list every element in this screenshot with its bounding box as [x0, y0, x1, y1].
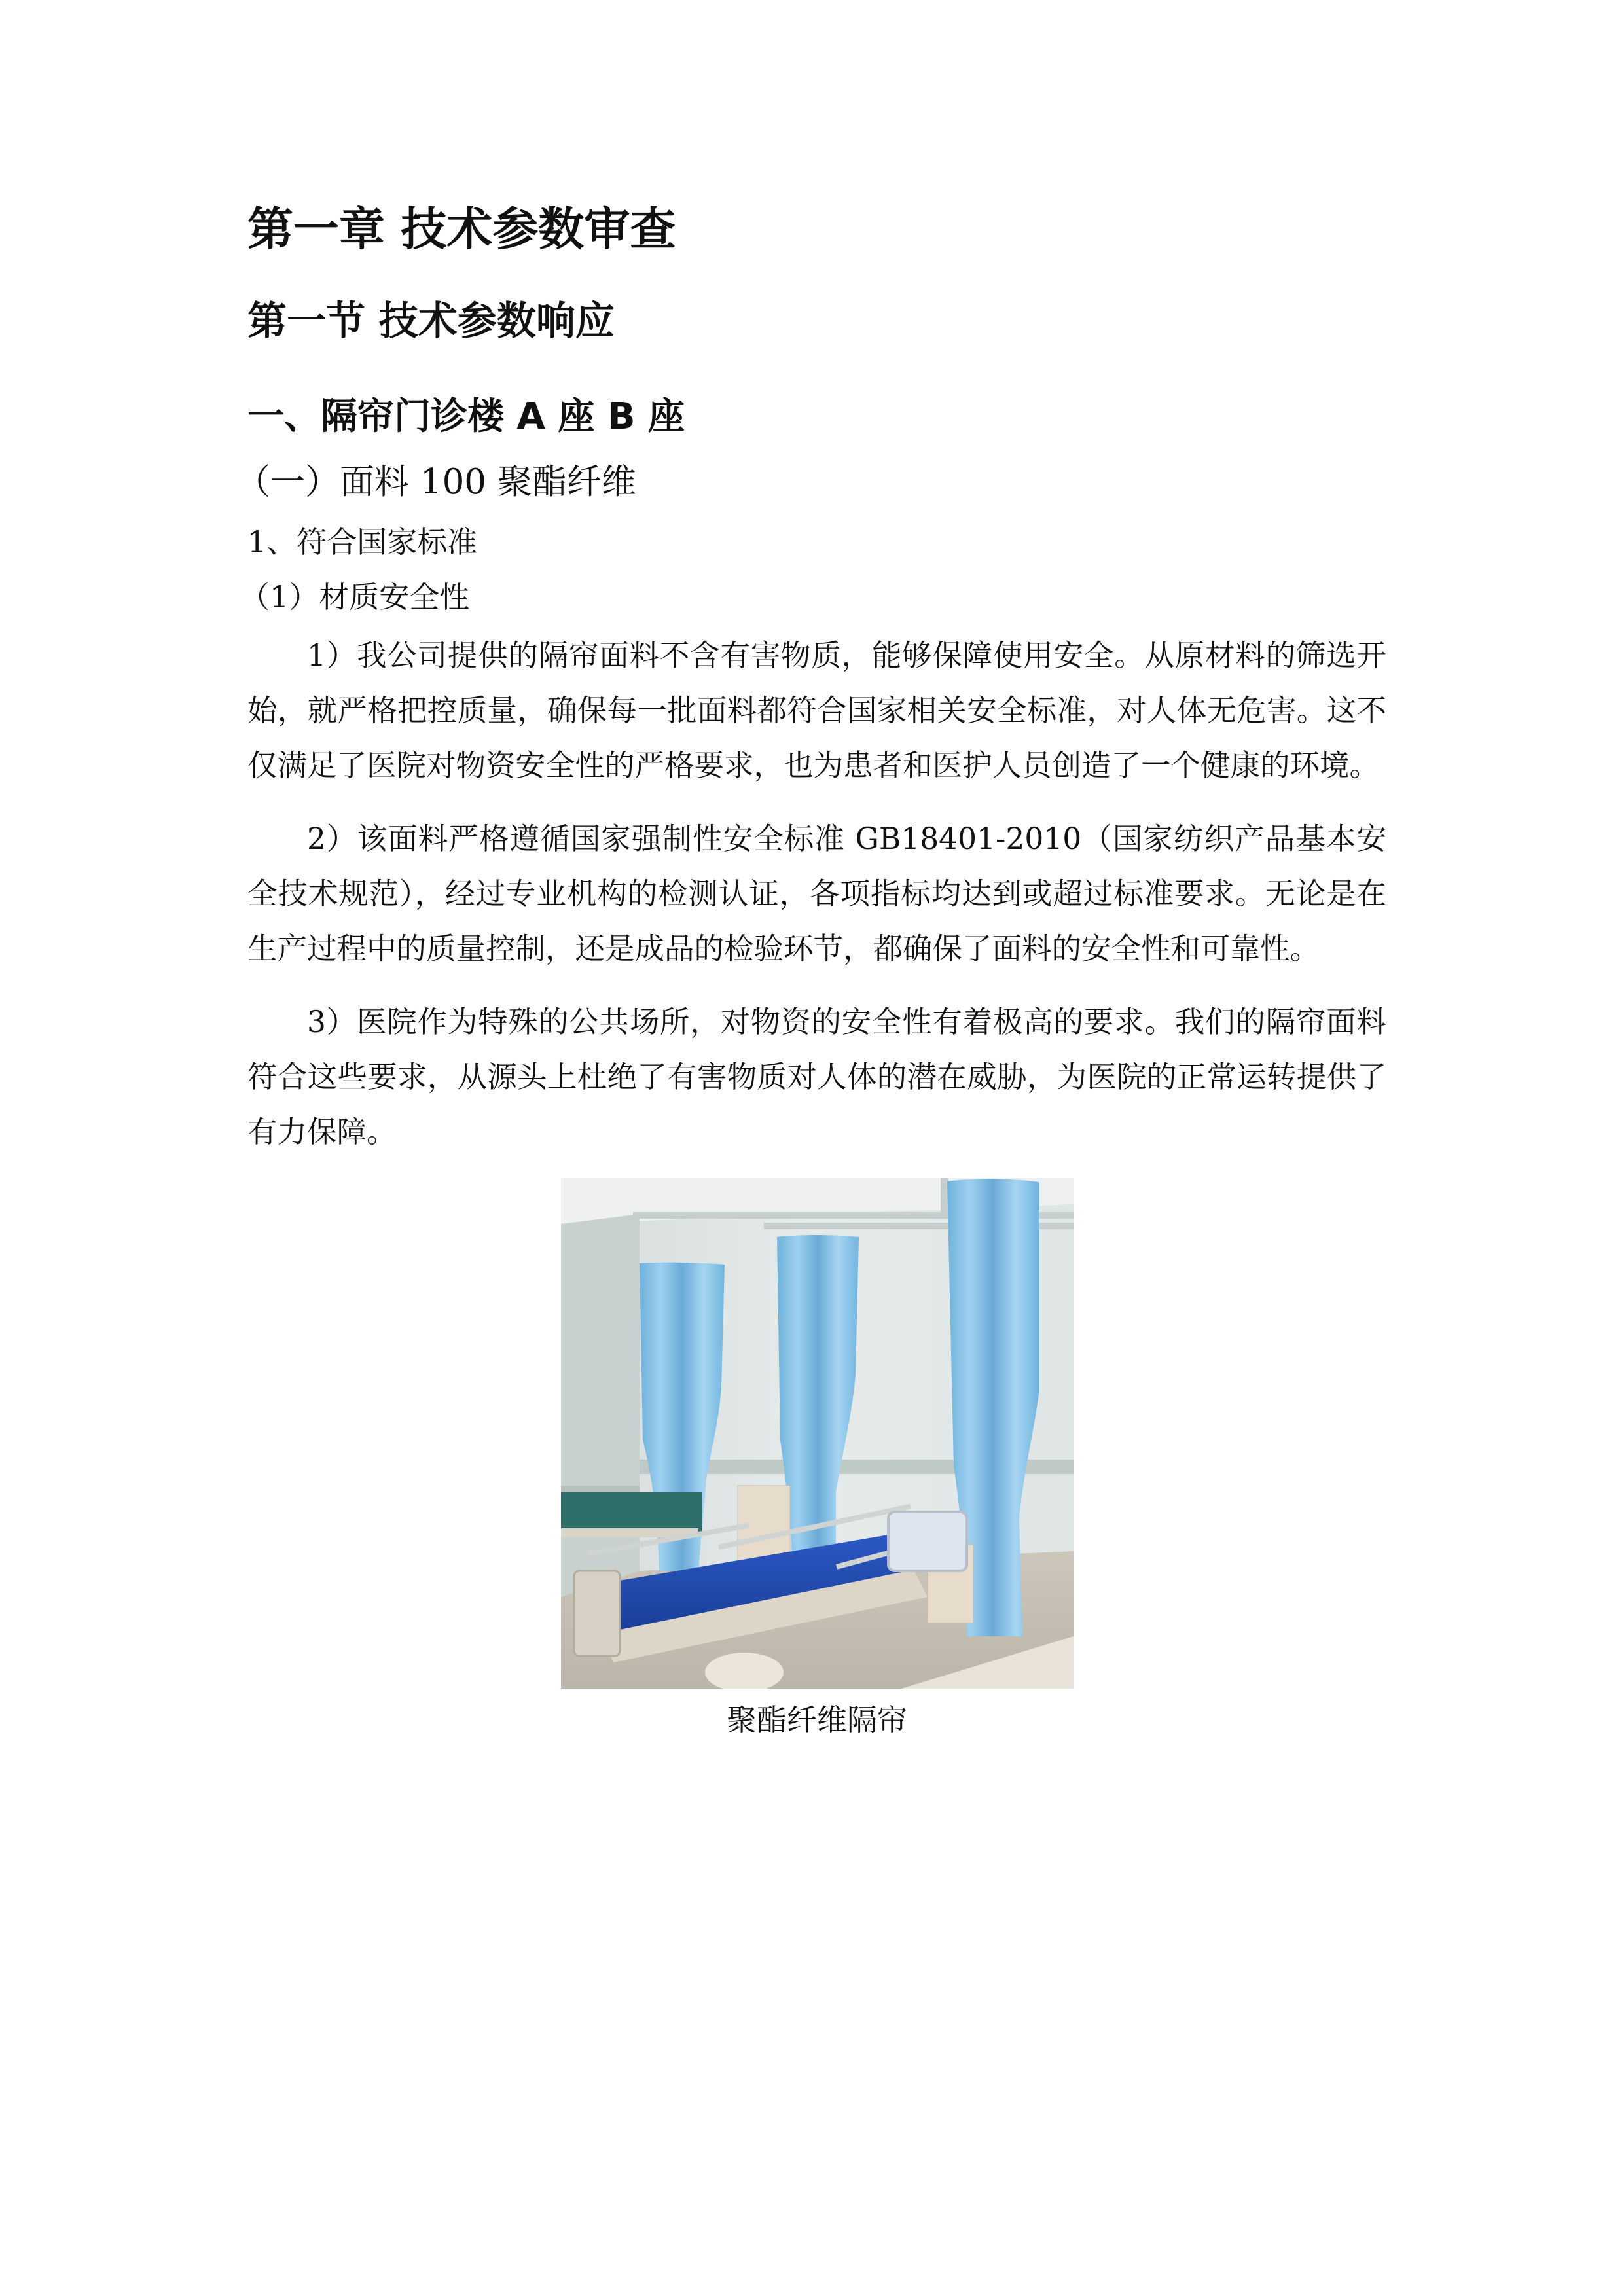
chapter-title: 第一章 技术参数审查: [247, 202, 676, 256]
point-title: 1、符合国家标准: [247, 524, 478, 560]
item-title: （一）面料 100 聚酯纤维: [236, 462, 636, 502]
paragraph-3: 3）医院作为特殊的公共场所，对物资的安全性有着极高的要求。我们的隔帘面料符合这些要求，从源头上杜绝了有害物质对人体的潜在威胁，为医院的正常运转提供了有力保障。: [247, 1005, 1386, 1149]
subsection-title: 一、隔帘门诊楼 A 座 B 座: [247, 395, 685, 438]
figure-caption: 聚酯纤维隔帘: [727, 1702, 907, 1738]
document-body: [236, 196, 1386, 1746]
paragraph-1: 1）我公司提供的隔帘面料不含有害物质，能够保障使用安全。从原材料的筛选开始，就严格把控质量，确保每一批面料都符合国家相关安全标准，对人体无危害。这不仅满足了医院对物资安全性的严格要求，也为患者和医护人员创造了一个健康的环境。: [247, 638, 1386, 783]
figure: [247, 1178, 1386, 1746]
section-title: 第一节 技术参数响应: [247, 298, 615, 344]
subpoint-title: （1）材质安全性: [240, 579, 470, 615]
hospital-curtain-photo: [561, 1178, 1074, 1689]
paragraph-2: 2）该面料严格遵循国家强制性安全标准 GB18401-2010（国家纺织产品基本安全技术规范），经过专业机构的检测认证，各项指标均达到或超过标准要求。无论是在生产过程中的质量控制，还是成品的检验环节，都确保了面料的安全性和可靠性。: [247, 821, 1386, 966]
